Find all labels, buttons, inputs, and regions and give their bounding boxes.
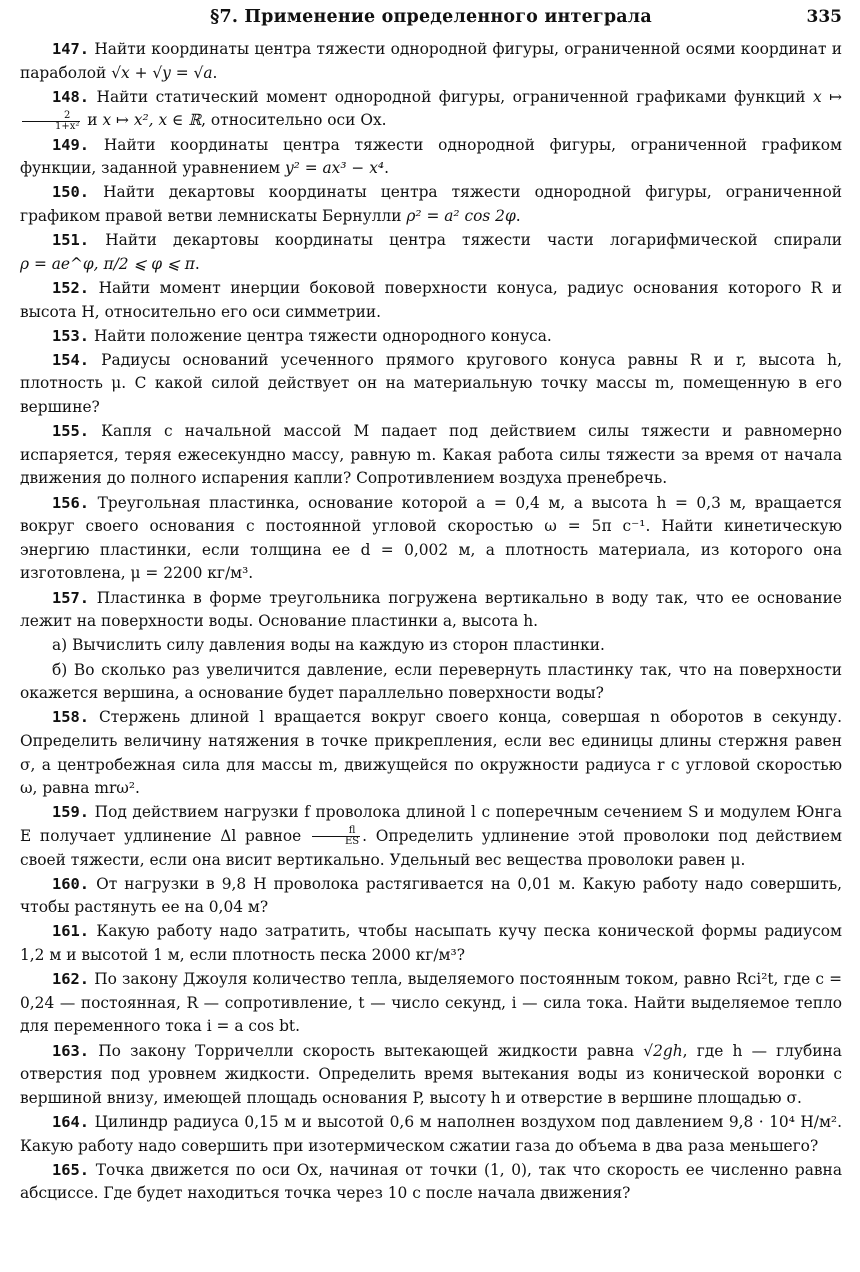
problem-text: Радиусы оснований усеченного прямого кругового конуса равны R и r, высота h, плотность μ. С какой силой действует он на материальную точку массы m, помещенную в его вершине? <box>20 350 842 417</box>
problem-tail: . <box>515 206 521 225</box>
problem-text: Найти декартовы координаты центра тяжести однородной фигуры, ограниченной графиком правой ветви лемнискаты Бернулли <box>20 183 842 225</box>
formula: ρ² = a² cos 2φ <box>406 206 516 225</box>
problem-text-continued: , где h — глубина отверстия под уровнем жидкости. Определить время вытекания воды из конической воронки с вершиной внизу, имеющей площадь основания P, высоту h и отверстие в вершине площадью σ. <box>20 1041 842 1107</box>
problem-161 <box>20 920 842 967</box>
problem-163 <box>20 1040 842 1111</box>
formula: √x + √y = √a <box>111 63 213 82</box>
problem-147 <box>20 38 842 85</box>
problem-number: 155. <box>52 422 90 441</box>
problem-text-continued: . Определить удлинение этой проволоки под действием своей тяжести, если она висит вертикально. Удельный вес вещества проволоки равен μ. <box>20 826 842 869</box>
fraction <box>312 826 360 847</box>
problem-text: Пластинка в форме треугольника погружена вертикально в воду так, что ее основание лежит на поверхности воды. Основание пластинки a, высота h. <box>20 588 842 631</box>
problem-text: По закону Торричелли скорость вытекающей жидкости равна <box>98 1041 635 1060</box>
problem-number: 164. <box>52 1113 90 1131</box>
problem-text: От нагрузки в 9,8 Н проволока растягивается на 0,01 м. Какую работу надо совершить, чтобы растянуть ее на 0,04 м? <box>20 874 842 917</box>
problem-153 <box>20 325 842 349</box>
problem-number: 149. <box>52 135 90 154</box>
problem-number: 154. <box>52 350 90 369</box>
problem-149 <box>20 134 842 181</box>
problem-tail: . <box>384 159 389 178</box>
problem-number: 165. <box>52 1160 90 1179</box>
problem-text: Найти координаты центра тяжести однородной фигуры, ограниченной графиком функции, заданной уравнением <box>20 135 842 178</box>
problem-tail: . <box>194 254 200 273</box>
problem-text: Найти положение центра тяжести однородного конуса. <box>93 326 552 345</box>
section-title: §7. Применение определенного интеграла <box>210 7 652 27</box>
problem-148 <box>20 86 842 133</box>
problem-number: 163. <box>52 1041 90 1060</box>
formula: x ↦ <box>812 87 843 106</box>
problem-158 <box>20 706 842 800</box>
problem-text: Найти момент инерции боковой поверхности конуса, радиус основания которого R и высота H, относительно его оси симметрии. <box>20 278 842 321</box>
problem-157 <box>20 587 842 634</box>
problem-text: По закону Джоуля количество тепла, выделяемого постоянным током, равно Rci²t, где c = 0,24 — постоянная, R — сопротивление, t — число секунд, i — сила тока. Найти выделяемое тепло для переменного тока i = a cos bt. <box>20 970 842 1036</box>
problem-text: Стержень длиной l вращается вокруг своего конца, совершая n оборотов в секунду. Определить величину натяжения в точке прикрепления, если вес единицы длины стержня равен σ, а центробежная сила для массы m, движущейся по окружности радиуса r с угловой скоростью ω, равна mrω². <box>20 708 842 798</box>
problem-number: 162. <box>52 970 90 989</box>
problem-tail: , относительно оси Ox. <box>201 111 387 130</box>
fraction-numerator: fl <box>312 826 360 837</box>
problem-text: Точка движется по оси Ox, начиная от точки (1, 0), так что скорость ее численно равна абсциссе. Где будет находиться точка через 10 с после начала движения? <box>20 1160 842 1203</box>
formula: x ↦ x², x ∈ ℝ <box>102 111 202 130</box>
formula: √2gh <box>643 1041 683 1060</box>
problem-text: Найти декартовы координаты центра тяжести части логарифмической спирали <box>105 231 842 250</box>
problem-number: 157. <box>52 588 90 607</box>
page-number: 335 <box>806 7 842 27</box>
problem-160 <box>20 873 842 920</box>
problem-number: 160. <box>52 874 90 893</box>
problem-tail: . <box>212 63 218 82</box>
problem-165 <box>20 1159 842 1206</box>
problem-150 <box>20 181 842 228</box>
problem-164 <box>20 1111 842 1158</box>
problem-text: Найти статический момент однородной фигуры, ограниченной графиками функций <box>96 87 806 106</box>
problem-162 <box>20 968 842 1039</box>
problem-156 <box>20 492 842 586</box>
problem-number: 156. <box>52 493 90 512</box>
problem-number: 158. <box>52 708 90 727</box>
problem-157-part-a: а) Вычислить силу давления воды на каждую из сторон пластинки. <box>52 636 605 655</box>
problem-text: Какую работу надо затратить, чтобы насыпать кучу песка конической формы радиусом 1,2 м и высотой 1 м, если плотность песка 2000 кг/м³? <box>20 922 842 965</box>
problem-number: 153. <box>52 326 90 345</box>
fraction <box>22 111 80 132</box>
conjunction: и <box>87 111 98 130</box>
problem-152 <box>20 277 842 324</box>
running-header <box>20 4 842 30</box>
problem-154 <box>20 349 842 420</box>
problem-list <box>20 38 842 1207</box>
problem-text: Треугольная пластинка, основание которой a = 0,4 м, а высота h = 0,3 м, вращается вокруг своего основания с постоянной угловой скоростью ω = 5π с⁻¹. Найти кинетическую энергию пластинки, если толщина ее d = 0,002 м, а плотность материала, из которого она изготовлена, μ = 2200 кг/м³. <box>20 493 842 583</box>
problem-text: Под действием нагрузки f проволока длиной l с поперечным сечением S и модулем Юнга E получает удлинение Δl равное <box>20 803 842 845</box>
problem-number: 147. <box>52 40 90 58</box>
fraction-denominator: ES <box>344 836 360 848</box>
formula: ρ = ae^φ, π/2 ⩽ φ ⩽ π <box>20 254 195 273</box>
problem-151 <box>20 229 842 276</box>
fraction-denominator: 1+x² <box>55 120 80 132</box>
problem-number: 148. <box>52 87 90 106</box>
problem-number: 159. <box>52 803 90 822</box>
problem-number: 161. <box>52 922 90 941</box>
problem-text: Цилиндр радиуса 0,15 м и высотой 0,6 м наполнен воздухом под давлением 9,8 · 10⁴ Н/м². Какую работу надо совершить при изотермическом сжатии газа до объема в два раза меньшего? <box>20 1113 842 1155</box>
problem-number: 150. <box>52 183 90 202</box>
problem-text: Капля с начальной массой M падает под действием силы тяжести и равномерно испаряется, теряя ежесекундно массу, равную m. Какая работа силы тяжести за время от начала движения до полного испарения капли? Сопротивлением воздуха пренебречь. <box>20 422 842 488</box>
problem-text: Найти координаты центра тяжести однородной фигуры, ограниченной осями координат и параболой <box>20 40 842 82</box>
problem-number: 151. <box>52 231 90 250</box>
problem-number: 152. <box>52 278 90 297</box>
fraction-numerator: 2 <box>22 111 80 122</box>
problem-157-part-b: б) Во сколько раз увеличится давление, если перевернуть пластинку так, что на поверхности окажется вершина, а основание будет параллельно поверхности воды? <box>20 660 842 703</box>
problem-159 <box>20 801 842 872</box>
problem-155 <box>20 420 842 491</box>
formula: y² = ax³ − x⁴ <box>284 159 385 178</box>
